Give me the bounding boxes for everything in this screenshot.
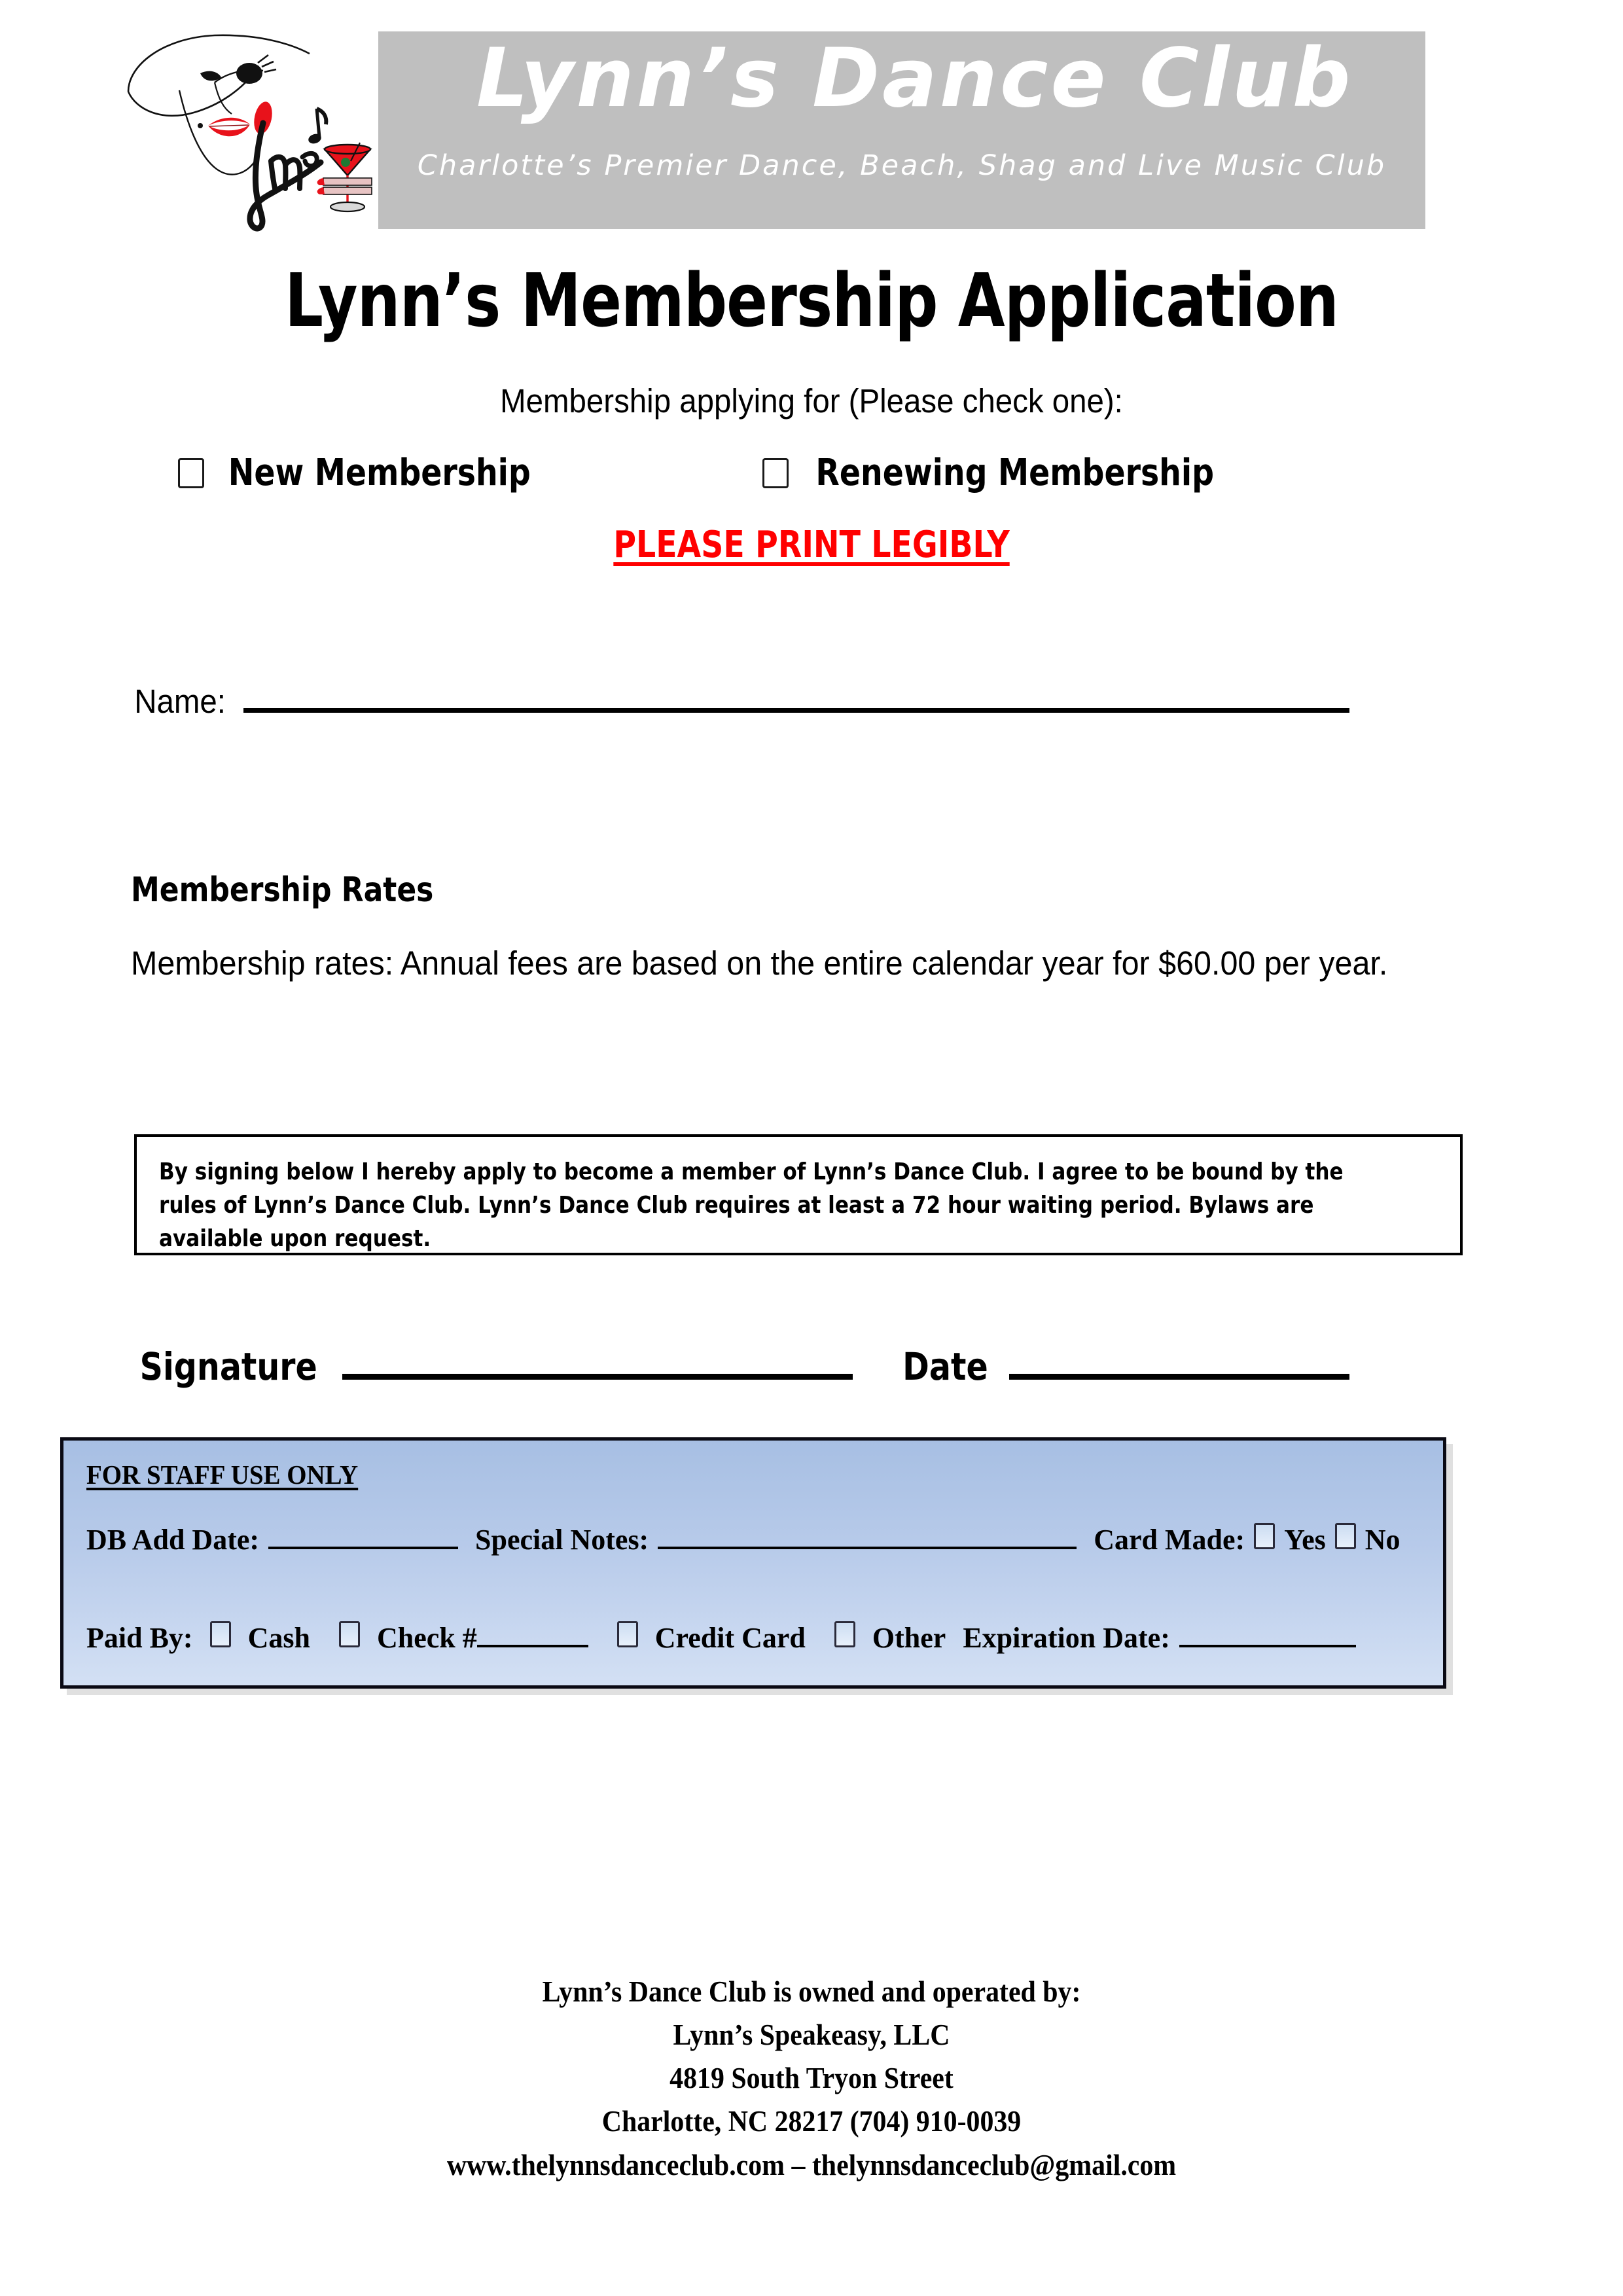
paid-cash-label: Cash [247,1622,310,1654]
db-add-date-input[interactable] [268,1520,458,1549]
agreement-box [134,1134,1463,1255]
footer-line-company: Lynn’s Speakeasy, LLC [673,2018,950,2052]
checkbox-label-renewing-membership: Renewing Membership [815,452,1214,494]
checkbox-card-made-no[interactable] [1335,1523,1356,1549]
expiration-date-input[interactable] [1179,1619,1356,1647]
checkbox-box-icon[interactable] [762,458,789,488]
checkbox-box-icon[interactable] [178,458,204,488]
checkbox-label-new-membership: New Membership [228,452,531,494]
header-gray-band [378,31,1425,229]
staff-row-paid-by [86,1619,1421,1655]
membership-type-row [0,452,1623,504]
checkbox-renewing-membership[interactable] [762,452,1226,494]
signature-label: Signature [139,1344,317,1389]
name-field-row [131,673,1374,719]
expiration-date-label: Expiration Date: [963,1622,1170,1654]
paid-by-label: Paid By: [86,1622,193,1654]
lynns-dance-club-logo-icon [116,26,378,236]
club-title: Lynn’s Dance Club [476,31,1353,126]
footer-line-owned-by: Lynn’s Dance Club is owned and operated by: [542,1975,1081,2008]
db-add-date-label: DB Add Date: [86,1524,260,1556]
footer [57,1970,1566,2187]
print-legibly-text: PLEASE PRINT LEGIBLY [613,524,1010,566]
checkbox-card-made-yes[interactable] [1254,1523,1275,1549]
footer-line-city-phone: Charlotte, NC 28217 (704) 910-0039 [601,2105,1022,2138]
membership-rates-body: Membership rates: Annual fees are based on the entire calendar year for $60.00 per year. [131,944,1388,982]
paid-credit-card-label: Credit Card [654,1622,806,1654]
staff-row-db-add-date [86,1520,1421,1556]
card-made-label: Card Made: [1094,1524,1245,1556]
footer-line-street: 4819 South Tryon Street [669,2062,954,2095]
footer-line-web-email: www.thelynnsdanceclub.com – thelynnsdanceclub@gmail.com [446,2148,1177,2181]
checkbox-paid-cash[interactable] [210,1621,231,1647]
membership-rates-heading: Membership Rates [131,870,434,910]
check-number-input[interactable] [477,1619,588,1647]
checkbox-paid-credit-card[interactable] [617,1621,638,1647]
checkbox-new-membership[interactable] [178,452,541,494]
card-made-yes-label: Yes [1284,1524,1326,1556]
staff-use-only-box [60,1437,1446,1689]
apply-prompt: Membership applying for (Please check one): [500,382,1123,420]
print-legibly-notice [0,524,1623,566]
signature-input[interactable] [342,1337,853,1380]
date-label: Date [902,1344,989,1389]
special-notes-input[interactable] [658,1520,1077,1549]
agreement-text: By signing below I hereby apply to become a member of Lynn’s Dance Club. I agree to be bound by the rules of Lynn’s Dance Club. Lynn’s Dance Club requires at least a 72 hour waiting period. Bylaws are available upon request. [159,1158,1344,1253]
paid-check-label: Check # [376,1622,477,1654]
checkbox-paid-other[interactable] [834,1621,855,1647]
special-notes-label: Special Notes: [475,1524,649,1556]
checkbox-paid-check[interactable] [339,1621,360,1647]
signature-row [134,1337,1443,1390]
staff-use-only-title: FOR STAFF USE ONLY [86,1460,359,1490]
date-input[interactable] [1009,1337,1349,1380]
club-tagline: Charlotte’s Premier Dance, Beach, Shag and Live Music Club [417,149,1387,182]
page-title: Lynn’s Membership Application [284,259,1339,344]
paid-other-label: Other [872,1622,946,1654]
name-input[interactable] [243,673,1349,713]
card-made-no-label: No [1364,1524,1400,1556]
name-label: Name: [134,683,226,720]
